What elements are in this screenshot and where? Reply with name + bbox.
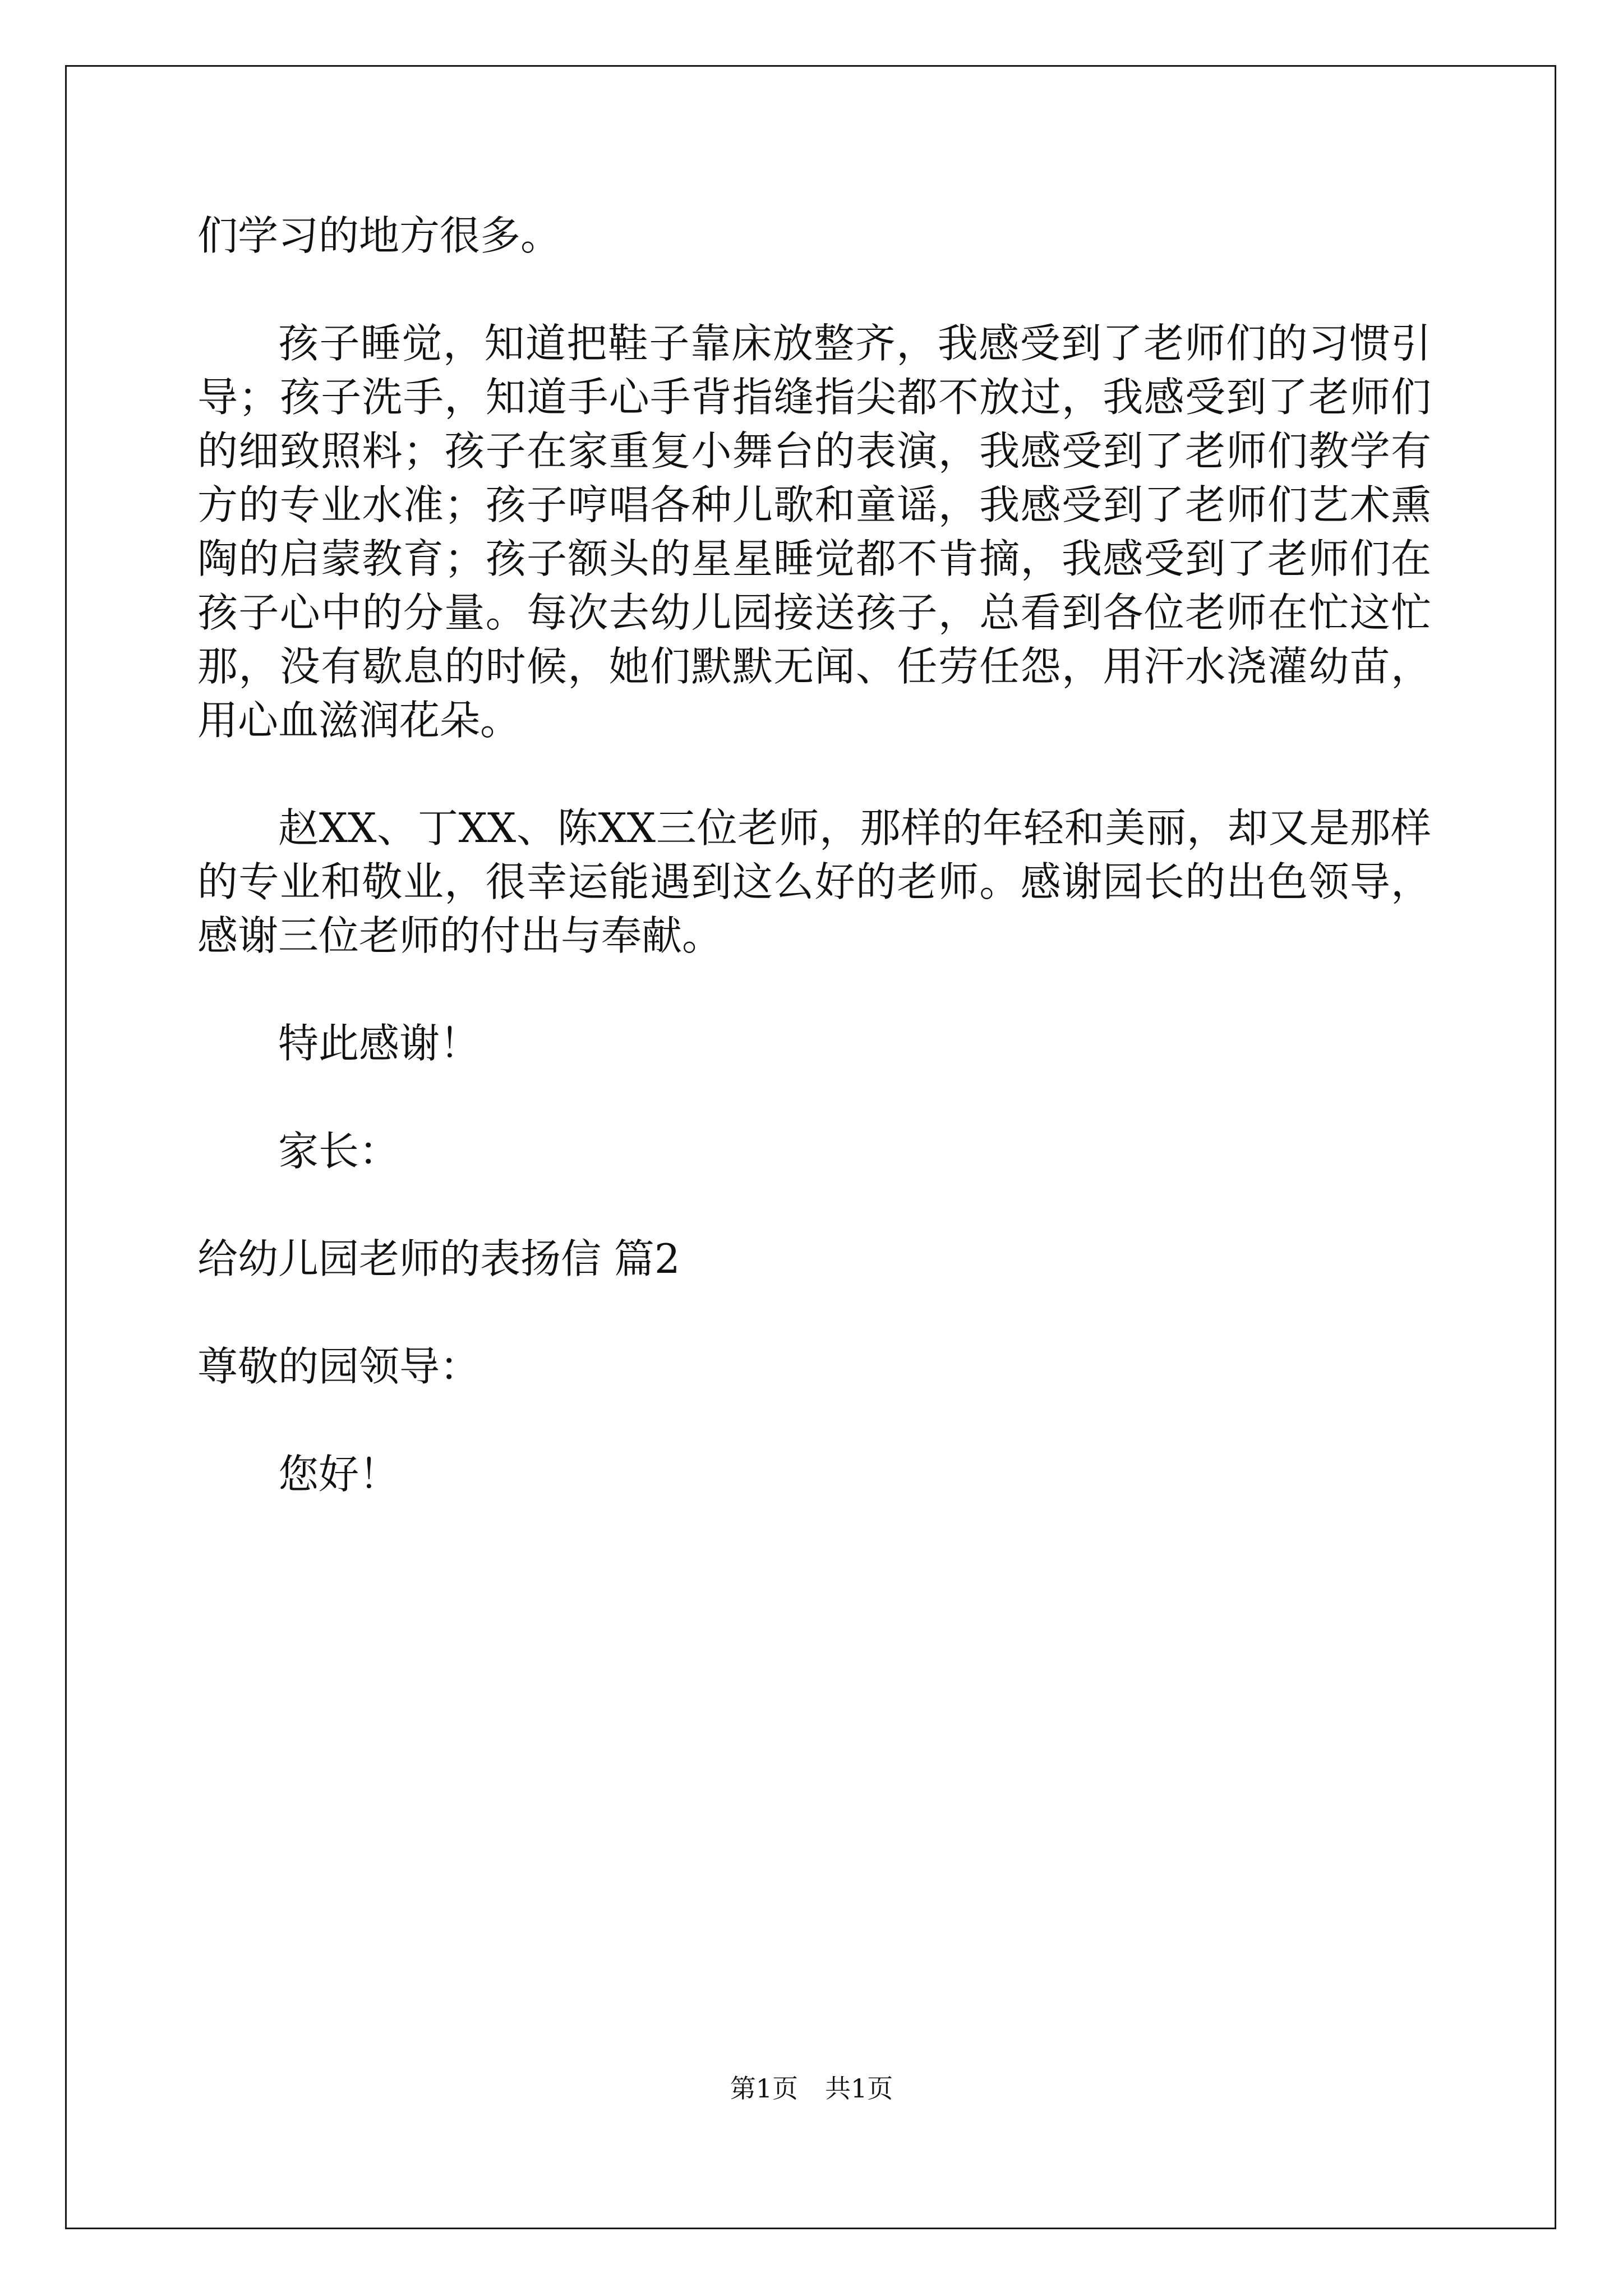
section-heading: 给幼儿园老师的表扬信 篇2 <box>197 1235 680 1282</box>
salutation: 尊敬的园领导： <box>197 1343 481 1390</box>
paragraph-teachers-thanks: 赵XX、丁XX、陈XX三位老师，那样的年轻和美丽，却又是那样的专业和敬业，很幸运能遇到这么好的老师。感谢园长的出色领导，感谢三位老师的付出与奉献。 <box>197 804 1431 959</box>
paragraph-child-habits: 孩子睡觉，知道把鞋子靠床放整齐，我感受到了老师们的习惯引导；孩子洗手，知道手心手背指缝指尖都不放过，我感受到了老师们的细致照料；孩子在家重复小舞台的表演，我感受到了老师们教学有方的专业水准；孩子哼唱各种儿歌和童谣，我感受到了老师们艺术熏陶的启蒙教育；孩子额头的星星睡觉都不肯摘，我感受到了老师们在孩子心中的分量。每次去幼儿园接送孩子，总看到各位老师在忙这忙那，没有歇息的时候，她们默默无闻、任劳任怨，用汗水浇灌幼苗，用心血滋润花朵。 <box>197 320 1431 744</box>
paragraph-continuation: 们学习的地方很多。 <box>197 212 561 259</box>
document-body <box>197 209 1431 1555</box>
paragraph-special-thanks: 特此感谢！ <box>278 1020 481 1067</box>
page-number-current: 第1页 <box>730 2073 798 2104</box>
greeting: 您好！ <box>278 1451 400 1498</box>
page-footer <box>0 2073 1623 2104</box>
paragraph-signature-parent: 家长： <box>278 1128 400 1175</box>
page-number-total: 共1页 <box>825 2073 893 2104</box>
